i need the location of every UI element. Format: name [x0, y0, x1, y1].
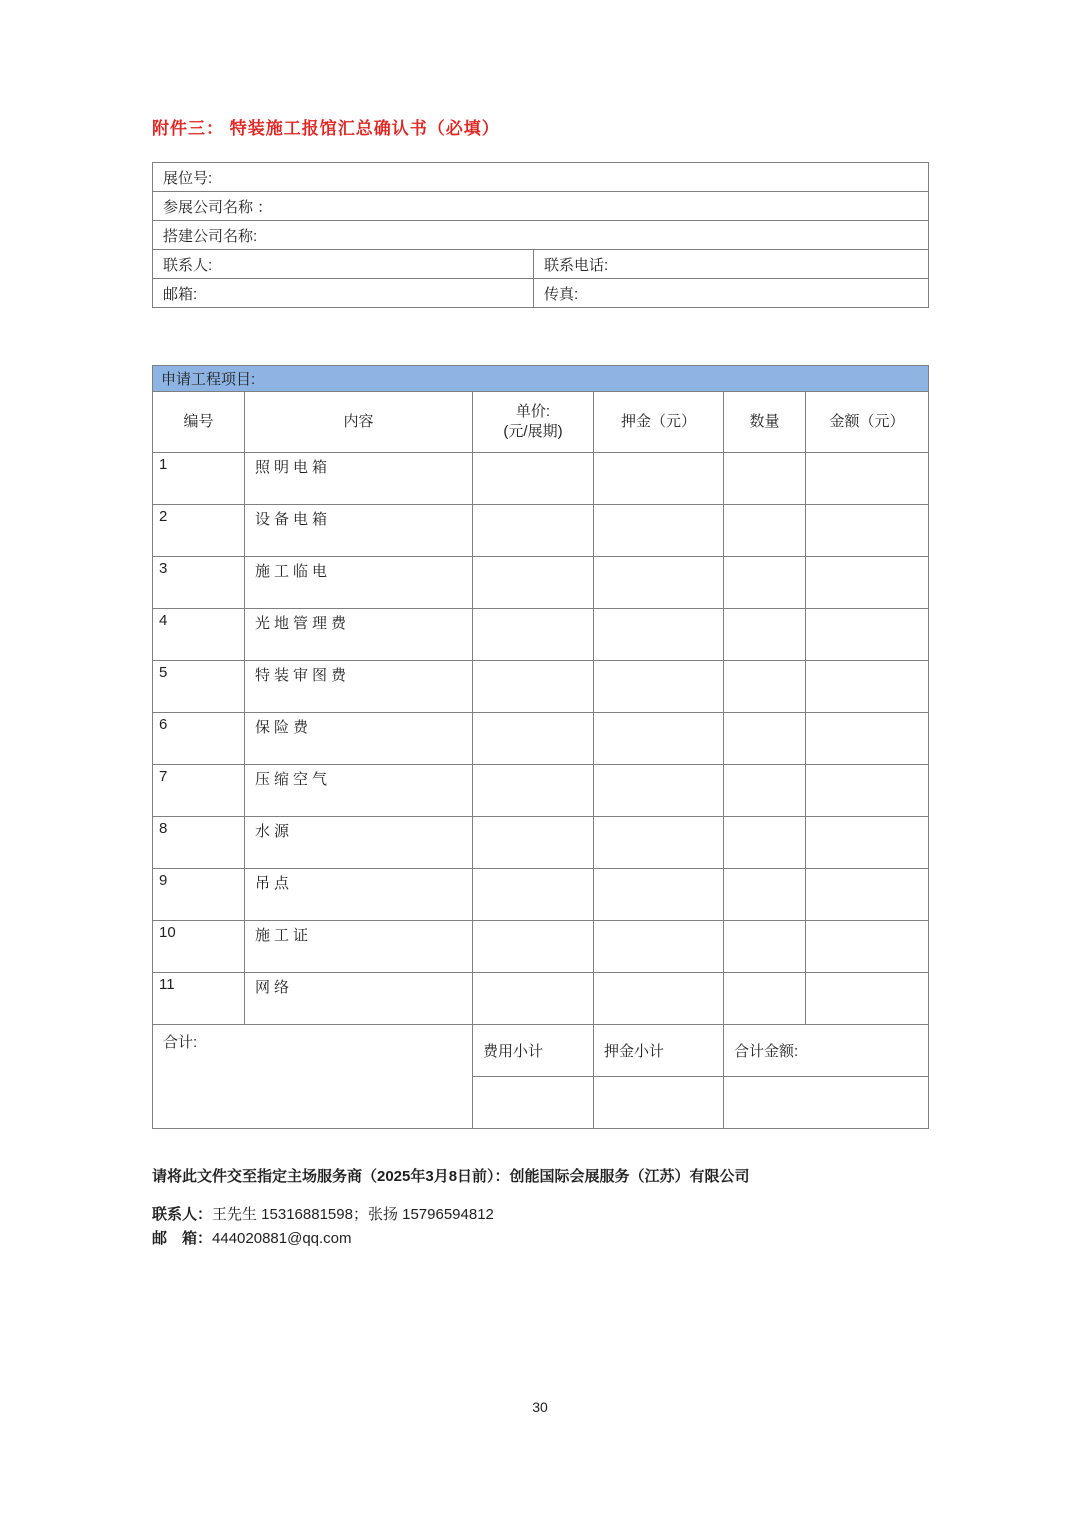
blank-amount-cell: [806, 921, 929, 973]
fax-field: 传真:: [534, 279, 929, 308]
table-row: [153, 250, 929, 279]
col-header-no: 编号: [153, 392, 245, 453]
table-row: [153, 921, 929, 973]
blank-deposit-cell: [594, 921, 724, 973]
blank-quantity-cell: [724, 505, 806, 557]
fee-subtotal-cell: 费用小计: [473, 1025, 594, 1077]
builder-name-field: 搭建公司名称:: [153, 221, 929, 250]
row-no-cell: 11: [153, 973, 245, 1025]
col-header-content: 内容: [245, 392, 473, 453]
blank-fee-subtotal-value-cell: [473, 1077, 594, 1129]
table-row: [153, 713, 929, 765]
table-row: [153, 765, 929, 817]
row-content-cell: 水源: [245, 817, 473, 869]
col-header-quantity: 数量: [724, 392, 806, 453]
email-line: [152, 1229, 928, 1249]
email-value: 444020881@qq.com: [212, 1230, 352, 1247]
deposit-subtotal-cell: 押金小计: [594, 1025, 724, 1077]
table-row: [153, 661, 929, 713]
row-content-cell: 施工临电: [245, 557, 473, 609]
blank-amount-cell: [806, 661, 929, 713]
contact-line: [152, 1205, 928, 1225]
footer-note: [152, 1167, 928, 1249]
blank-deposit-cell: [594, 505, 724, 557]
row-no-cell: 5: [153, 661, 245, 713]
blank-quantity-cell: [724, 765, 806, 817]
blank-unit-price-cell: [473, 505, 594, 557]
blank-quantity-cell: [724, 453, 806, 505]
exhibitor-info-table: [152, 162, 929, 308]
table-row: [153, 192, 929, 221]
table-row: [153, 221, 929, 250]
document-page: [152, 0, 928, 1415]
row-content-cell: 保险费: [245, 713, 473, 765]
booth-number-field: 展位号:: [153, 163, 929, 192]
blank-quantity-cell: [724, 609, 806, 661]
blank-unit-price-cell: [473, 609, 594, 661]
blank-amount-cell: [806, 869, 929, 921]
row-no-cell: 9: [153, 869, 245, 921]
contact-label: 联系人：: [152, 1206, 213, 1223]
blank-quantity-cell: [724, 921, 806, 973]
section-title: 申请工程项目:: [153, 366, 929, 392]
table-row: [153, 869, 929, 921]
blank-deposit-cell: [594, 869, 724, 921]
blank-deposit-cell: [594, 453, 724, 505]
blank-deposit-cell: [594, 661, 724, 713]
exhibitor-name-field: 参展公司名称 ：: [153, 192, 929, 221]
blank-quantity-cell: [724, 869, 806, 921]
row-no-cell: 3: [153, 557, 245, 609]
unit-price-line1: 单价:: [515, 403, 551, 420]
row-no-cell: 8: [153, 817, 245, 869]
blank-deposit-subtotal-value-cell: [594, 1077, 724, 1129]
blank-unit-price-cell: [473, 869, 594, 921]
blank-amount-cell: [806, 505, 929, 557]
contact-value: 王先生 15316881598；张扬 15796594812: [212, 1206, 494, 1223]
blank-grand-total-value-cell: [724, 1077, 929, 1129]
col-header-amount: 金额（元）: [806, 392, 929, 453]
row-no-cell: 10: [153, 921, 245, 973]
table-row: [153, 453, 929, 505]
section-header-row: [153, 366, 929, 392]
column-header-row: [153, 392, 929, 453]
row-content-cell: 施工证: [245, 921, 473, 973]
table-row: [153, 557, 929, 609]
row-no-cell: 1: [153, 453, 245, 505]
blank-quantity-cell: [724, 557, 806, 609]
blank-amount-cell: [806, 973, 929, 1025]
col-header-unit-price: [473, 392, 594, 453]
blank-deposit-cell: [594, 713, 724, 765]
document-title: 附件三： 特装施工报馆汇总确认书（必填）: [152, 119, 500, 138]
blank-unit-price-cell: [473, 661, 594, 713]
blank-unit-price-cell: [473, 973, 594, 1025]
unit-price-line2: (元/展期): [503, 423, 563, 440]
blank-amount-cell: [806, 817, 929, 869]
row-no-cell: 6: [153, 713, 245, 765]
row-content-cell: 压缩空气: [245, 765, 473, 817]
row-content-cell: 照明电箱: [245, 453, 473, 505]
table-row: [153, 279, 929, 308]
blank-deposit-cell: [594, 557, 724, 609]
blank-unit-price-cell: [473, 453, 594, 505]
blank-amount-cell: [806, 453, 929, 505]
blank-quantity-cell: [724, 661, 806, 713]
blank-deposit-cell: [594, 609, 724, 661]
table-row: [153, 609, 929, 661]
row-no-cell: 4: [153, 609, 245, 661]
grand-total-cell: 合计金额:: [724, 1025, 929, 1077]
row-no-cell: 2: [153, 505, 245, 557]
blank-quantity-cell: [724, 973, 806, 1025]
blank-amount-cell: [806, 557, 929, 609]
table-row: [153, 817, 929, 869]
contact-person-field: 联系人:: [153, 250, 534, 279]
email-label: 邮 箱：: [152, 1230, 213, 1247]
project-items-table: [152, 365, 929, 1129]
row-content-cell: 光地管理费: [245, 609, 473, 661]
submit-instruction: 请将此文件交至指定主场服务商（2025年3月8日前）：创能国际会展服务（江苏）有限公司: [152, 1168, 750, 1185]
row-content-cell: 设备电箱: [245, 505, 473, 557]
blank-deposit-cell: [594, 817, 724, 869]
blank-unit-price-cell: [473, 817, 594, 869]
table-row: [153, 973, 929, 1025]
table-row: [153, 163, 929, 192]
blank-quantity-cell: [724, 817, 806, 869]
page-number: 30: [532, 1399, 548, 1415]
subtotal-row: [153, 1025, 929, 1077]
email-field: 邮箱:: [153, 279, 534, 308]
blank-deposit-cell: [594, 765, 724, 817]
contact-phone-field: 联系电话:: [534, 250, 929, 279]
blank-unit-price-cell: [473, 921, 594, 973]
blank-deposit-cell: [594, 973, 724, 1025]
table-row: [153, 505, 929, 557]
row-content-cell: 吊点: [245, 869, 473, 921]
blank-amount-cell: [806, 609, 929, 661]
blank-amount-cell: [806, 765, 929, 817]
row-content-cell: 特装审图费: [245, 661, 473, 713]
col-header-deposit: 押金（元）: [594, 392, 724, 453]
blank-unit-price-cell: [473, 765, 594, 817]
row-no-cell: 7: [153, 765, 245, 817]
blank-quantity-cell: [724, 713, 806, 765]
total-label-cell: 合计:: [153, 1025, 473, 1129]
row-content-cell: 网络: [245, 973, 473, 1025]
blank-unit-price-cell: [473, 557, 594, 609]
blank-unit-price-cell: [473, 713, 594, 765]
blank-amount-cell: [806, 713, 929, 765]
